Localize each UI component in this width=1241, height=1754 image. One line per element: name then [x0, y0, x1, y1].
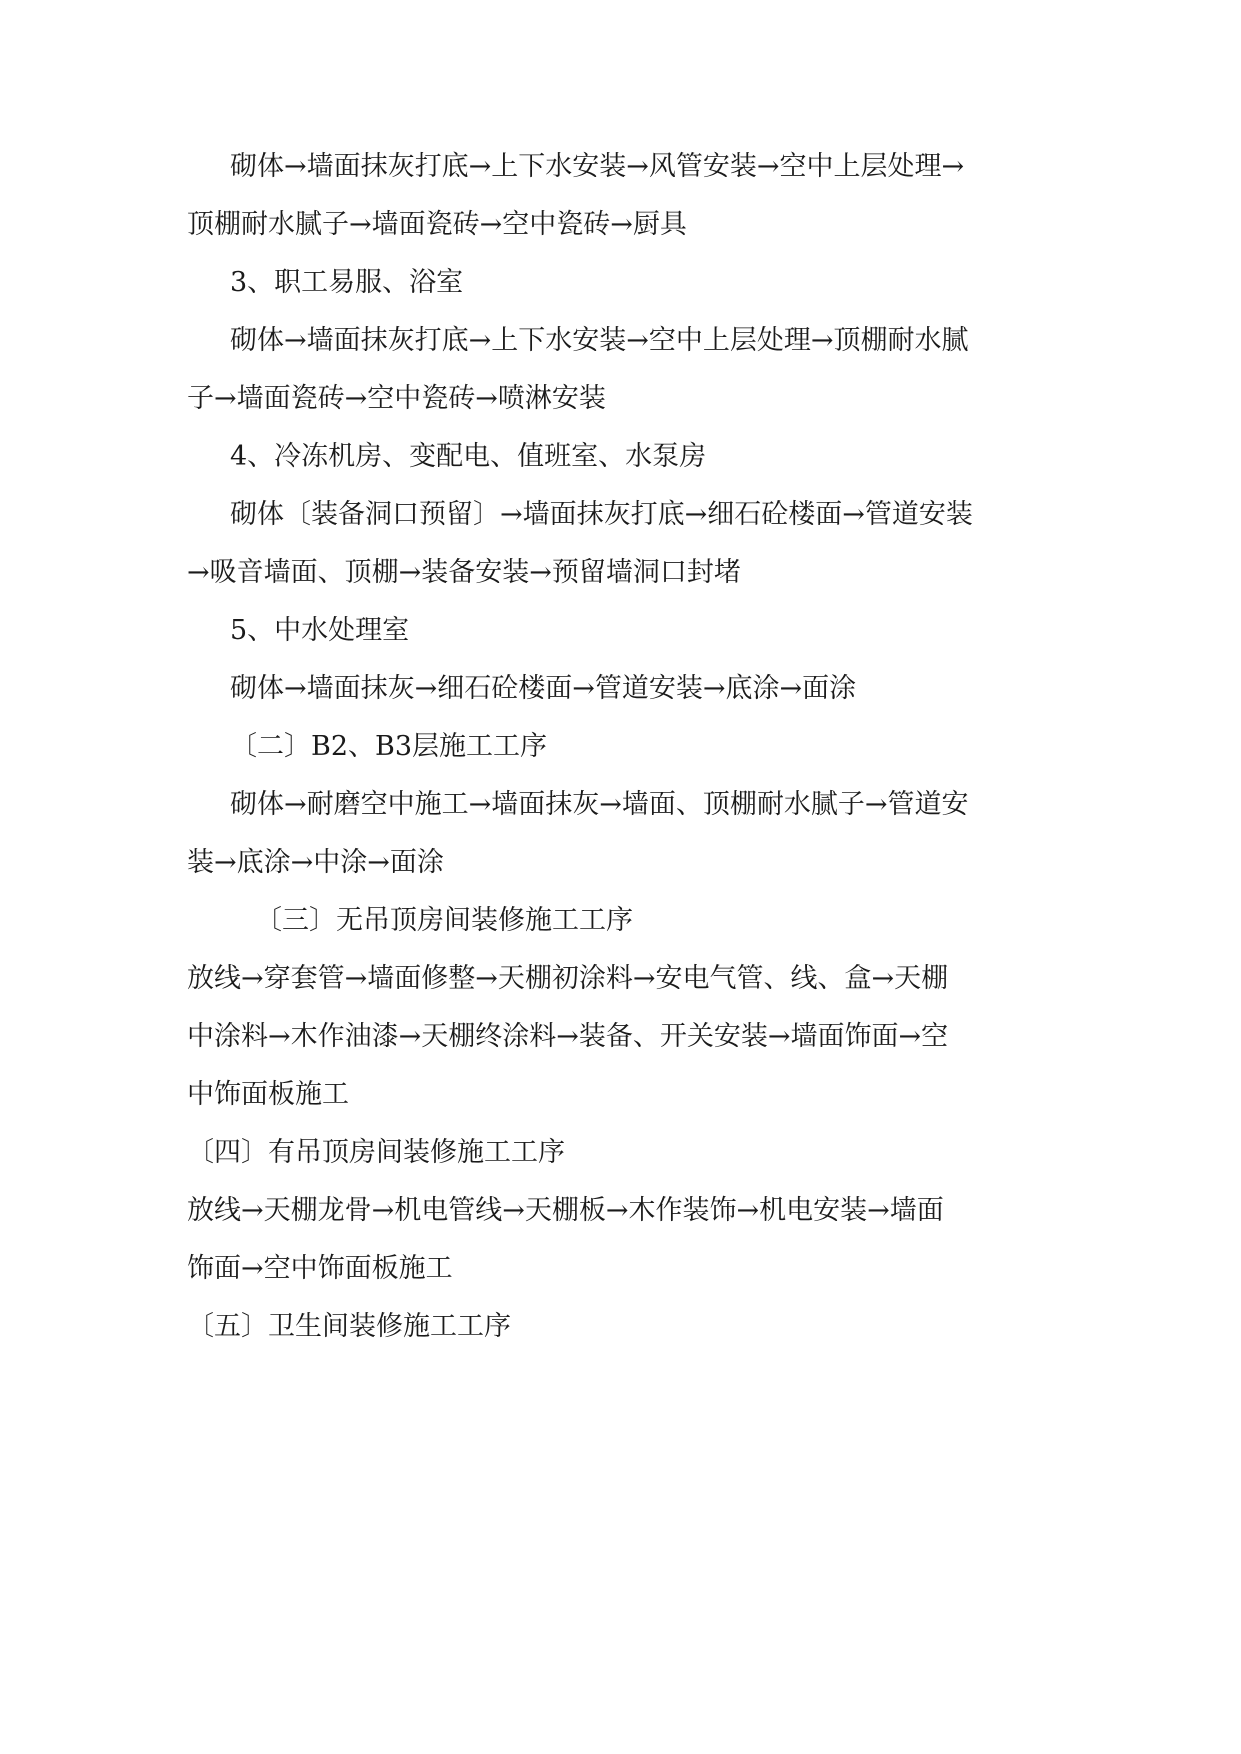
paragraph-line: 砌体→墙面抹灰打底→上下水安装→风管安装→空中上层处理→ — [230, 151, 965, 182]
paragraph-line: 子→墙面瓷砖→空中瓷砖→喷淋安装 — [187, 383, 606, 414]
paragraph-line: 中涂料→木作油漆→天棚终涂料→装备、开关安装→墙面饰面→空 — [187, 1021, 949, 1052]
paragraph-line: 中饰面板施工 — [187, 1079, 349, 1110]
paragraph-line: 饰面→空中饰面板施工 — [187, 1253, 453, 1284]
section-heading: 〔二〕B2、B3层施工工序 — [230, 731, 548, 762]
paragraph-line: 装→底涂→中涂→面涂 — [187, 847, 444, 878]
paragraph-line: →吸音墙面、顶棚→装备安装→预留墙洞口封堵 — [187, 557, 741, 588]
paragraph-line: 放线→天棚龙骨→机电管线→天棚板→木作装饰→机电安装→墙面 — [187, 1195, 944, 1226]
paragraph-line: 砌体〔装备洞口预留〕→墙面抹灰打底→细石砼楼面→管道安装 — [230, 499, 973, 530]
paragraph-line: 放线→穿套管→墙面修整→天棚初涂料→安电气管、线、盒→天棚 — [187, 963, 949, 994]
section-heading: 〔五〕卫生间装修施工工序 — [187, 1311, 511, 1342]
section-heading: 5、中水处理室 — [230, 615, 410, 646]
paragraph-line: 砌体→墙面抹灰打底→上下水安装→空中上层处理→顶棚耐水腻 — [230, 325, 969, 356]
section-heading: 〔三〕无吊顶房间装修施工工序 — [255, 905, 633, 936]
paragraph-line: 砌体→墙面抹灰→细石砼楼面→管道安装→底涂→面涂 — [230, 673, 857, 704]
paragraph-line: 砌体→耐磨空中施工→墙面抹灰→墙面、顶棚耐水腻子→管道安 — [230, 789, 969, 820]
paragraph-line: 顶棚耐水腻子→墙面瓷砖→空中瓷砖→厨具 — [187, 209, 687, 240]
section-heading: 3、职工易服、浴室 — [230, 267, 464, 298]
section-heading: 〔四〕有吊顶房间装修施工工序 — [187, 1137, 565, 1168]
section-heading: 4、冷冻机房、变配电、值班室、水泵房 — [230, 441, 707, 472]
